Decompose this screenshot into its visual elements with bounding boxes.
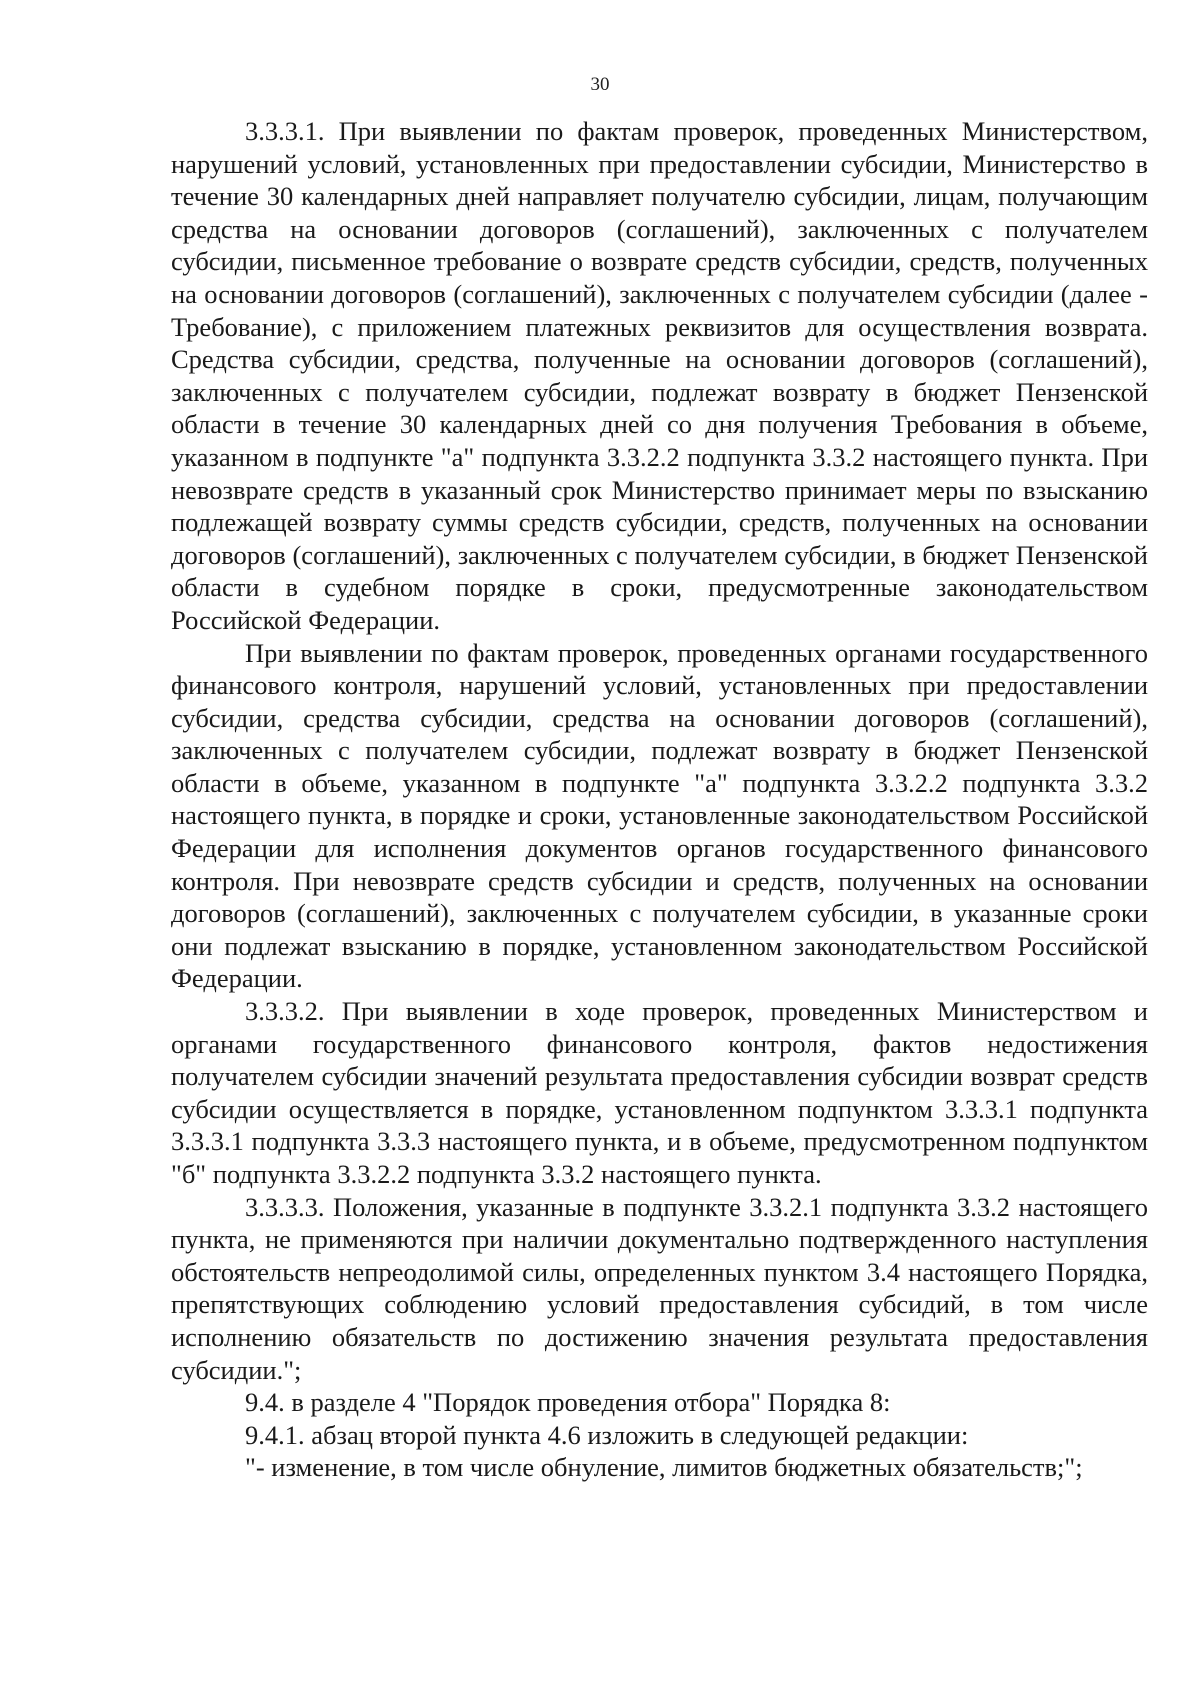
document-body — [171, 115, 1148, 1484]
paragraph-3-3-3-2: 3.3.3.2. При выявлении в ходе проверок, проведенных Министерством и органами государственного финансового контроля, фактов недостижения получателем субсидии значений результата предоставления субсидии возврат средств субсидии осуществляется в порядке, установленном подпунктом 3.3.3.1 подпункта 3.3.3.1 подпункта 3.3.3 настоящего пункта, и в объеме, предусмотренном подпунктом "б" подпункта 3.3.2.2 подпункта 3.3.2 настоящего пункта. — [171, 996, 1148, 1189]
page-number: 30 — [590, 74, 610, 95]
paragraph-state-financial-control: При выявлении по фактам проверок, проведенных органами государственного финансового контроля, нарушений условий, установленных при предоставлении субсидии, средства субсидии, средства на основании договоров (соглашений), заключенных с получателем субсидии, подлежат возврату в бюджет Пензенской области в объеме, указанном в подпункте "а" подпункта 3.3.2.2 подпункта 3.3.2 настоящего пункта, в порядке и сроки, установленные законодательством Российской Федерации для исполнения документов органов государственного финансового контроля. При невозврате средств субсидии и средств, полученных на основании договоров (соглашений), заключенных с получателем субсидии, в указанные сроки они подлежат взысканию в порядке, установленном законодательством Российской Федерации. — [171, 637, 1148, 994]
paragraph-amendment-quote: "- изменение, в том числе обнуление, лимитов бюджетных обязательств;"; — [245, 1452, 1083, 1483]
paragraph-3-3-3-1: 3.3.3.1. При выявлении по фактам проверок, проведенных Министерством, нарушений условий, установленных при предоставлении субсидии, Министерство в течение 30 календарных дней направляет получателю субсидии, лицам, получающим средства на основании договоров (соглашений), заключенных с получателем субсидии, письменное требование о возврате средств субсидии, средств, полученных на основании договоров (соглашений), заключенных с получателем субсидии (далее - Требование), с приложением платежных реквизитов для осуществления возврата. Средства субсидии, средства, полученные на основании договоров (соглашений), заключенных с получателем субсидии, подлежат возврату в бюджет Пензенской области в течение 30 календарных дней со дня получения Требования в объеме, указанном в подпункте "а" подпункта 3.3.2.2 подпункта 3.3.2 настоящего пункта. При невозврате средств в указанный срок Министерство принимает меры по взысканию подлежащей возврату суммы средств субсидии, средств, полученных на основании договоров (соглашений), заключенных с получателем субсидии, в бюджет Пензенской области в судебном порядке в сроки, предусмотренные законодательством Российской Федерации. — [171, 116, 1148, 635]
paragraph-9-4: 9.4. в разделе 4 "Порядок проведения отбора" Порядка 8: — [245, 1387, 891, 1418]
paragraph-3-3-3-3: 3.3.3.3. Положения, указанные в подпункте 3.3.2.1 подпункта 3.3.2 настоящего пункта, не применяются при наличии документально подтвержденного наступления обстоятельств непреодолимой силы, определенных пунктом 3.4 настоящего Порядка, препятствующих соблюдению условий предоставления субсидий, в том числе исполнению обязательств по достижению значения результата предоставления субсидии."; — [171, 1191, 1148, 1385]
paragraph-9-4-1: 9.4.1. абзац второй пункта 4.6 изложить в следующей редакции: — [245, 1419, 969, 1450]
